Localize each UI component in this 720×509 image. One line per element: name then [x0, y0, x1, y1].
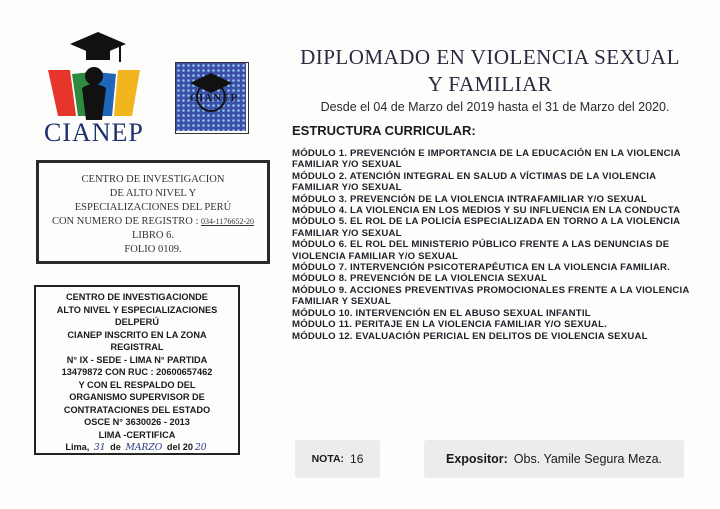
logo-text: CIANEP [44, 118, 144, 147]
cianep-logo [30, 30, 170, 150]
page-title [272, 44, 708, 98]
instructor-label: Expositor: [445, 452, 508, 466]
registry-line: LIBRO 6. [132, 230, 174, 241]
module-item: MÓDULO 3. PREVENCIÓN DE LA VIOLENCIA INTRAFAMILIAR Y/O SEXUAL [292, 193, 648, 205]
registry-line: DE ALTO NIVEL Y [109, 188, 197, 199]
module-item: MÓDULO 5. EL ROL DE LA POLICÍA ESPECIALIZADA EN TORNO A LA VIOLENCIA FAMILIAR Y/O SEXUAL [292, 216, 680, 239]
instructor-name: Obs. Yamile Segura Meza. [513, 452, 663, 466]
grade-box [295, 440, 380, 478]
module-item: MÓDULO 10. INTERVENCIÓN EN EL ABUSO SEXUAL INFANTIL [292, 307, 591, 319]
registry-label: CON NUMERO DE REGISTRO : [51, 216, 199, 227]
module-item: MÓDULO 7. INTERVENCIÓN PSICOTERAPÉUTICA EN LA VIOLENCIA FAMILIAR. [292, 262, 670, 274]
certification-line: CIANEP INSCRITO EN LA ZONA [67, 329, 207, 340]
title-line-2: Y FAMILIAR [427, 72, 553, 96]
certification-line: DELPERÚ [115, 317, 159, 327]
certification-line: Y CON EL RESPALDO DEL [78, 379, 196, 390]
registry-line [39, 215, 267, 229]
registry-line: FOLIO 0109. [124, 244, 182, 255]
certification-line: ALTO NIVEL Y ESPECIALIZACIONES [56, 304, 218, 315]
seal-label: CIANEP [190, 92, 239, 104]
instructor-box [424, 440, 684, 478]
certification-line: CONTRATACIONES DEL ESTADO [63, 404, 211, 415]
module-item: MÓDULO 4. LA VIOLENCIA EN LOS MEDIOS Y SU INFLUENCIA EN LA CONDUCTA [292, 205, 681, 217]
date-day: 31 [93, 442, 106, 453]
certification-line: LIMA -CERTIFICA [98, 429, 176, 440]
certification-line: 13479872 CON RUC : 20600657462 [61, 367, 213, 377]
certification-line: ORGANISMO SUPERVISOR DE [69, 392, 205, 402]
certification-line: N° IX - SEDE - LIMA N° PARTIDA [66, 354, 208, 365]
module-item: MÓDULO 6. EL ROL DEL MINISTERIO PÚBLICO FRENTE A LAS DENUNCIAS DE VIOLENCIA FAMILIAR Y/O SEXUAL [292, 239, 670, 262]
figure-emblem-icon [42, 66, 152, 122]
certification-line: CENTRO DE INVESTIGACIONDE [66, 292, 208, 302]
grade-value: 16 [350, 452, 364, 466]
certification-date: Lima, 31 de MARZO del 20 20 [65, 442, 207, 453]
date-year: 20 [194, 442, 207, 453]
course-dates: Desde el 04 de Marzo del 2019 hasta el 31 de Marzo del 2020. [320, 100, 670, 114]
certification-stamp [34, 285, 240, 455]
title-line-1: DIPLOMADO EN VIOLENCIA SEXUAL [300, 45, 680, 69]
grade-label: NOTA: [311, 453, 345, 465]
graduation-cap-icon [68, 30, 128, 66]
module-item: MÓDULO 9. ACCIONES PREVENTIVAS PROMOCIONALES FRENTE A LA VIOLENCIA FAMILIAR Y SEXUAL [292, 284, 690, 308]
certification-line: OSCE N° 3630026 - 2013 [84, 417, 190, 427]
certification-line: REGISTRAL [110, 342, 164, 352]
curriculum-heading: ESTRUCTURA CURRICULAR: [292, 123, 476, 138]
module-list [292, 148, 702, 342]
module-item: MÓDULO 8. PREVENCIÓN DE LA VIOLENCIA SEXUAL [292, 273, 548, 285]
module-item: MÓDULO 11. PERITAJE EN LA VIOLENCIA FAMILIAR Y/O SEXUAL. [292, 319, 608, 331]
registry-stamp [36, 160, 270, 264]
registry-number: 034-1176652-20 [201, 217, 255, 226]
registry-line: ESPECIALIZACIONES DEL PERÚ [74, 202, 232, 213]
registry-line: CENTRO DE INVESTIGACION [81, 174, 225, 185]
module-item: MÓDULO 2. ATENCIÓN INTEGRAL EN SALUD A VÍCTIMAS DE LA VIOLENCIA FAMILIAR Y/O SEXUAL [292, 170, 656, 194]
module-item: MÓDULO 12. EVALUACIÓN PERICIAL EN DELITOS DE VIOLENCIA SEXUAL [292, 330, 648, 342]
date-month: MARZO [125, 442, 163, 453]
module-item: MÓDULO 1. PREVENCIÓN E IMPORTANCIA DE LA EDUCACIÓN EN LA VIOLENCIA FAMILIAR Y/O SEXUAL [292, 148, 681, 171]
